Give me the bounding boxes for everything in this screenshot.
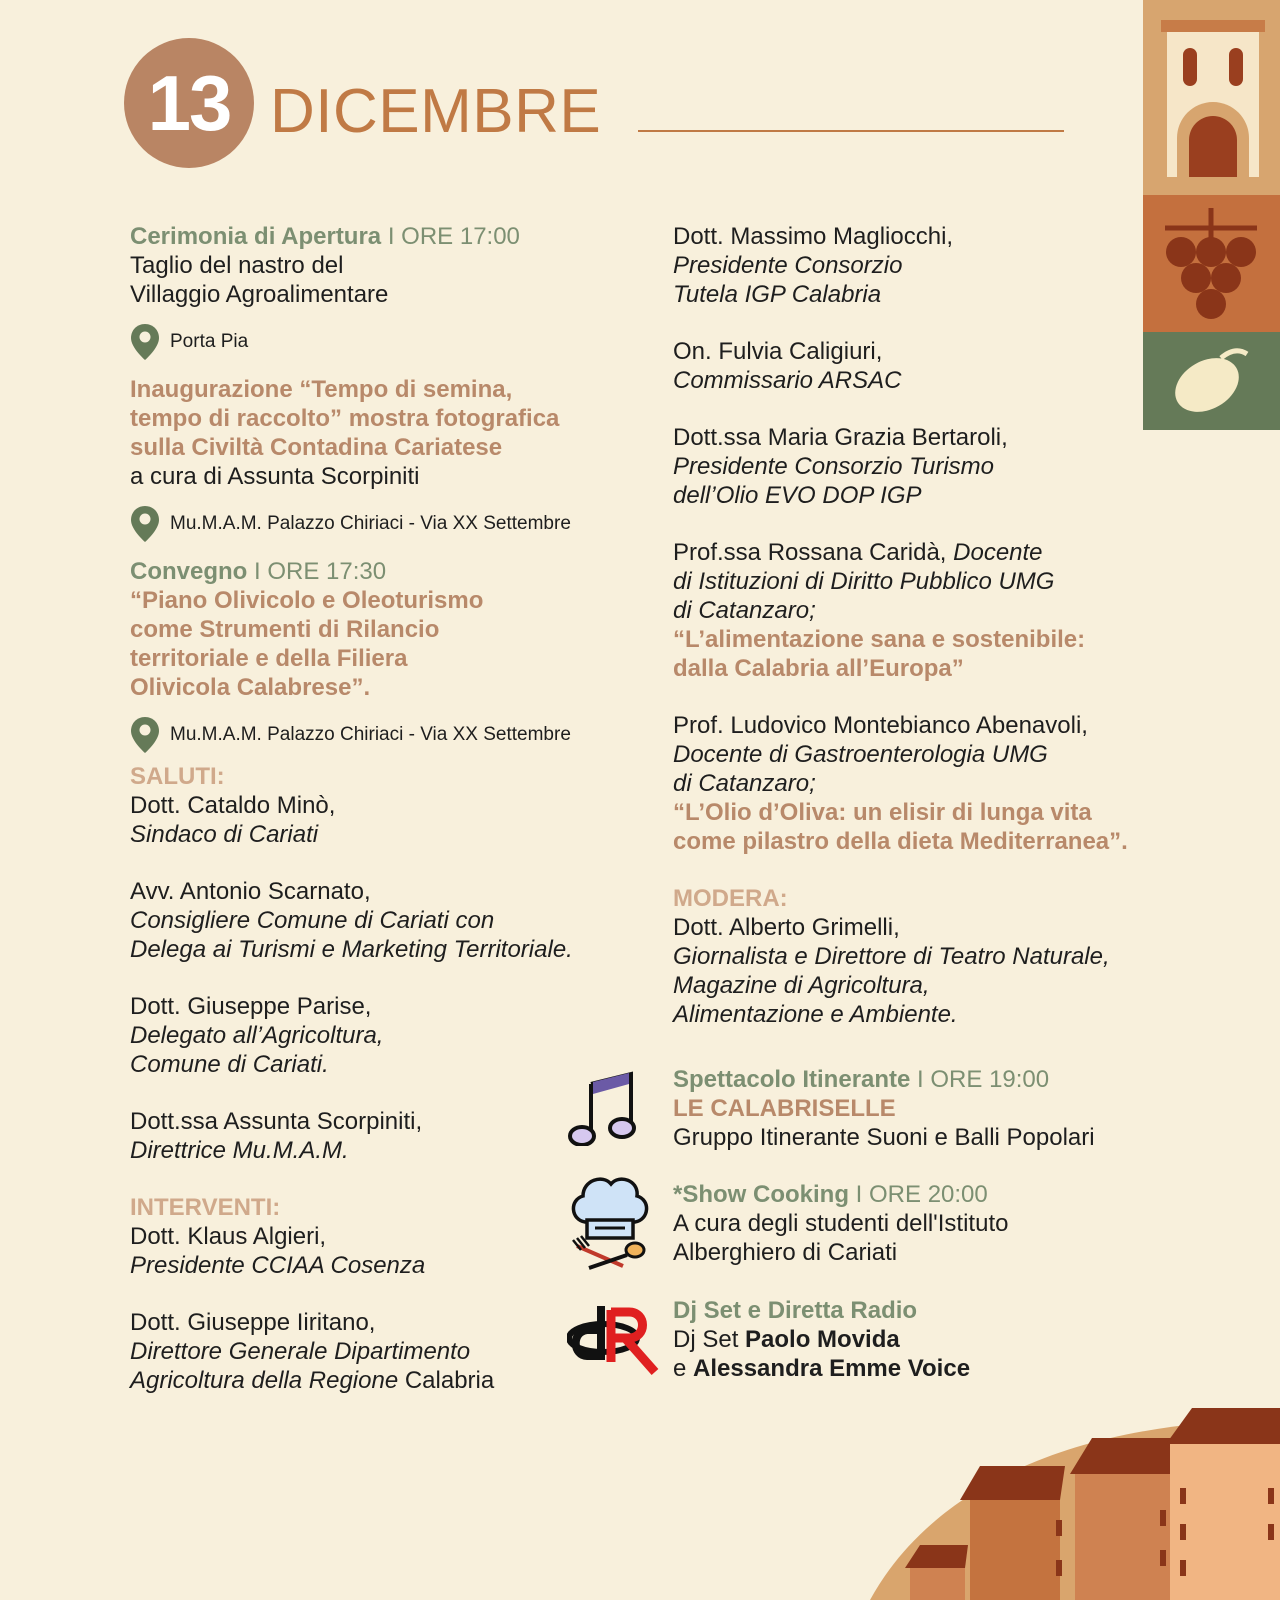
- date-day: 13: [147, 58, 231, 147]
- speaker-name-3: Dott.ssa Maria Grazia Bertaroli,: [673, 424, 1008, 451]
- right-column: [673, 222, 1153, 1029]
- opening-title: Cerimonia di Apertura: [130, 223, 382, 250]
- opening-location: [130, 323, 600, 361]
- cooking-time: ORE 20:00: [869, 1181, 988, 1208]
- show-heading: Spettacolo Itinerante I ORE 19:00: [673, 1066, 1050, 1093]
- show-time: ORE 19:00: [930, 1066, 1050, 1093]
- opening-location-text: Porta Pia: [170, 331, 249, 352]
- saluti-heading: SALUTI:: [130, 763, 225, 790]
- conference-subtitle-2: come Strumenti di Rilancio: [130, 616, 440, 643]
- conference-heading: [130, 557, 600, 586]
- exhibit-location-text: Mu.M.A.M. Palazzo Chiriaci - Via XX Settembre: [170, 513, 571, 534]
- interventi-role-2a: Direttore Generale Dipartimento: [130, 1338, 471, 1365]
- exhibit-title-2: tempo di raccolto” mostra fotografica: [130, 405, 560, 432]
- moderator-name: Dott. Alberto Grimelli,: [673, 914, 900, 941]
- opening-time: ORE 17:00: [401, 223, 520, 250]
- conference-title: Convegno: [130, 558, 248, 585]
- moderator-role-a: Giornalista e Direttore di Teatro Naturale,: [673, 943, 1110, 970]
- cooking-line-1: A cura degli studenti dell'Istituto: [673, 1210, 1009, 1237]
- talk1-role-b: di Catanzaro;: [673, 597, 816, 624]
- saluti-name-1: Dott. Cataldo Minò,: [130, 792, 336, 819]
- location-pin-icon: [130, 716, 160, 754]
- talk1-title-b: dalla Calabria all’Europa”: [673, 655, 964, 682]
- radio-logo-icon: [567, 1300, 661, 1376]
- town-illustration-icon: [870, 1400, 1280, 1600]
- conference-subtitle-4: Olivicola Calabrese”.: [130, 674, 371, 701]
- talk2-title-b: come pilastro della dieta Mediterranea”.: [673, 828, 1128, 855]
- dj-line-2: e Alessandra Emme Voice: [673, 1355, 971, 1382]
- saluti-role-2b: Delega ai Turismi e Marketing Territoriale.: [130, 936, 573, 963]
- show-desc: Gruppo Itinerante Suoni e Balli Popolari: [673, 1124, 1095, 1151]
- header-divider: [638, 130, 1064, 132]
- saluti-role-3b: Comune di Cariati.: [130, 1051, 329, 1078]
- talk2-speaker: Prof. Ludovico Montebianco Abenavoli,: [673, 712, 1088, 739]
- saluti-role-4: Direttrice Mu.M.A.M.: [130, 1137, 349, 1164]
- cooking-heading: *Show Cooking I ORE 20:00: [673, 1181, 988, 1208]
- cooking-line-2: Alberghiero di Cariati: [673, 1239, 898, 1266]
- interventi-name-2: Dott. Giuseppe Iiritano,: [130, 1309, 376, 1336]
- interventi-role-2b: Agricoltura della Regione Calabria: [130, 1367, 495, 1394]
- show-group: LE CALABRISELLE: [673, 1095, 896, 1122]
- conference-separator: I: [247, 558, 268, 585]
- speaker-name-2: On. Fulvia Caligiuri,: [673, 338, 883, 365]
- talk2-title-a: “L’Olio d’Oliva: un elisir di lunga vita: [673, 799, 1092, 826]
- speaker-role-3b: dell’Olio EVO DOP IGP: [673, 482, 922, 509]
- modera-heading: MODERA:: [673, 885, 788, 912]
- date-badge: [124, 38, 254, 168]
- exhibit-title-1: Inaugurazione “Tempo di semina,: [130, 376, 513, 403]
- saluti-name-4: Dott.ssa Assunta Scorpiniti,: [130, 1108, 423, 1135]
- left-column: [130, 222, 600, 1395]
- conference-location: [130, 716, 600, 754]
- interventi-name-1: Dott. Klaus Algieri,: [130, 1223, 327, 1250]
- speaker-name-1: Dott. Massimo Magliocchi,: [673, 223, 954, 250]
- saluti-role-1: Sindaco di Cariati: [130, 821, 319, 848]
- saluti-role-3a: Delegato all’Agricoltura,: [130, 1022, 384, 1049]
- conference-location-text: Mu.M.A.M. Palazzo Chiriaci - Via XX Settembre: [170, 724, 571, 745]
- conference-subtitle-3: territoriale e della Filiera: [130, 645, 408, 672]
- music-note-icon: [567, 1070, 639, 1146]
- opening-heading: [130, 222, 600, 251]
- speaker-role-3a: Presidente Consorzio Turismo: [673, 453, 995, 480]
- saluti-role-2a: Consigliere Comune di Cariati con: [130, 907, 495, 934]
- location-pin-icon: [130, 323, 160, 361]
- show-title: Spettacolo Itinerante: [673, 1066, 911, 1093]
- opening-separator: I: [381, 223, 402, 250]
- location-pin-icon: [130, 505, 160, 543]
- chef-hat-icon: [567, 1170, 653, 1270]
- exhibit-location: [130, 505, 600, 543]
- conference-time: ORE 17:30: [267, 558, 387, 585]
- speaker-role-1b: Tutela IGP Calabria: [673, 281, 882, 308]
- talk1-role-a: di Istituzioni di Diritto Pubblico UMG: [673, 568, 1055, 595]
- speaker-role-1a: Presidente Consorzio: [673, 252, 903, 279]
- interventi-heading: INTERVENTI:: [130, 1194, 281, 1221]
- show-event: [673, 1065, 1173, 1152]
- talk1-title-a: “L’alimentazione sana e sostenibile:: [673, 626, 1086, 653]
- cooking-event: [673, 1180, 1173, 1267]
- talk2-role-a: Docente di Gastroenterologia UMG: [673, 741, 1048, 768]
- dj-title: Dj Set e Diretta Radio: [673, 1297, 918, 1324]
- talk2-role-b: di Catanzaro;: [673, 770, 816, 797]
- moderator-role-b: Magazine di Agricoltura,: [673, 972, 930, 999]
- speaker-role-2: Commissario ARSAC: [673, 367, 902, 394]
- exhibit-curated-prefix: a cura di: [130, 463, 228, 490]
- cooking-title: *Show Cooking: [673, 1181, 849, 1208]
- interventi-role-1: Presidente CCIAA Cosenza: [130, 1252, 426, 1279]
- exhibit-title-3: sulla Civiltà Contadina Cariatese: [130, 434, 503, 461]
- opening-line-1: Taglio del nastro del: [130, 252, 344, 279]
- decorative-banner-icon: [1143, 0, 1280, 430]
- saluti-name-3: Dott. Giuseppe Parise,: [130, 993, 372, 1020]
- exhibit-curator: Assunta Scorpiniti: [227, 463, 420, 490]
- dj-event: [673, 1296, 1173, 1383]
- conference-subtitle-1: “Piano Olivicolo e Oleoturismo: [130, 587, 484, 614]
- talk1-speaker: Prof.ssa Rossana Caridà, Docente: [673, 539, 1043, 566]
- saluti-name-2: Avv. Antonio Scarnato,: [130, 878, 371, 905]
- exhibit-curator-line: [130, 462, 600, 491]
- opening-line-2: Villaggio Agroalimentare: [130, 281, 389, 308]
- dj-line-1: Dj Set Paolo Movida: [673, 1326, 900, 1353]
- date-month: DICEMBRE: [270, 77, 602, 146]
- moderator-role-c: Alimentazione e Ambiente.: [673, 1001, 958, 1028]
